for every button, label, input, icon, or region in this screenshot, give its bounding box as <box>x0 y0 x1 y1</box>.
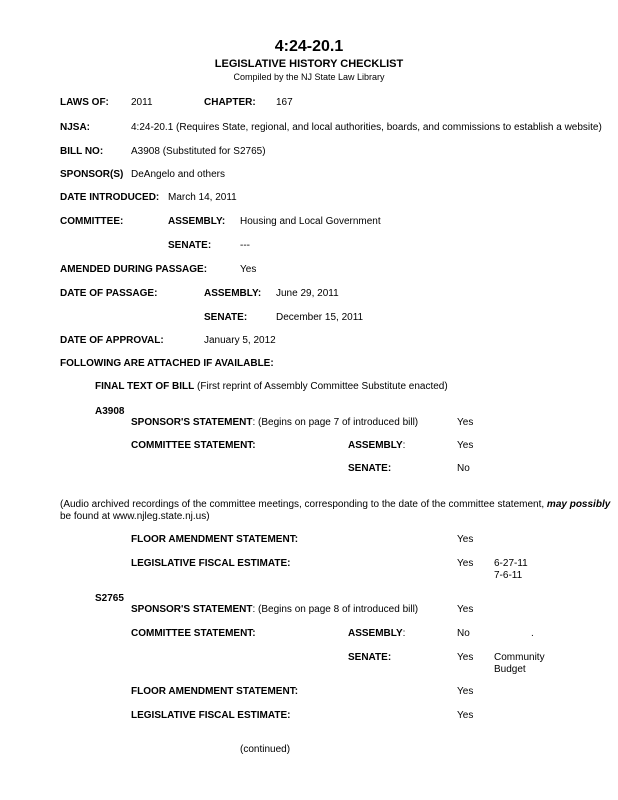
s2765-senate-value: Yes <box>457 652 474 663</box>
passage-senate-label: SENATE: <box>204 312 248 323</box>
committee-senate-value: --- <box>240 240 250 251</box>
date-introduced-label: DATE INTRODUCED: <box>60 192 160 203</box>
audio-note-emphasis: may possibly <box>546 499 611 510</box>
s2765-senate-label: SENATE: <box>348 652 392 663</box>
s2765-floor-value: Yes <box>457 686 474 697</box>
committee-senate-label: SENATE: <box>168 240 212 251</box>
committee-assembly-value: Housing and Local Government <box>240 216 381 227</box>
a3908-senate-label: SENATE: <box>348 463 392 474</box>
s2765-committee-label: COMMITTEE STATEMENT: <box>131 628 256 639</box>
s2765-fiscal-label: LEGISLATIVE FISCAL ESTIMATE: <box>131 710 291 721</box>
a3908-fiscal-value: Yes <box>457 558 474 569</box>
s2765-fiscal-value: Yes <box>457 710 474 721</box>
document-code: 4:24-20.1 <box>274 38 344 55</box>
date-of-approval-value: January 5, 2012 <box>204 335 276 346</box>
chapter-value: 167 <box>276 97 293 108</box>
date-introduced-value: March 14, 2011 <box>168 192 237 203</box>
final-text-label: FINAL TEXT OF BILL <box>95 381 195 392</box>
s2765-assembly-dot: . <box>531 628 534 639</box>
s2765-sponsor-line <box>131 604 418 616</box>
sponsors-value: DeAngelo and others <box>131 169 225 180</box>
a3908-fiscal-date-1: 6-27-11 <box>494 558 528 569</box>
bill-s2765-label: S2765 <box>95 593 124 604</box>
s2765-senate-committee-2: Budget <box>494 664 526 675</box>
document-subtitle: Compiled by the NJ State Law Library <box>233 72 385 82</box>
a3908-committee-label: COMMITTEE STATEMENT: <box>131 440 256 451</box>
audio-note-line2: be found at www.njleg.state.nj.us) <box>60 511 210 522</box>
s2765-sponsor-label: SPONSOR'S STATEMENT <box>131 604 253 615</box>
passage-assembly-value: June 29, 2011 <box>276 288 339 299</box>
bill-no-label: BILL NO: <box>60 146 104 157</box>
laws-of-year: 2011 <box>131 97 153 108</box>
attachments-heading: FOLLOWING ARE ATTACHED IF AVAILABLE: <box>60 358 274 369</box>
chapter-label: CHAPTER: <box>204 97 256 108</box>
njsa-value: 4:24-20.1 (Requires State, regional, and local authorities, boards, and commissions to establish a website) <box>131 122 602 133</box>
amended-label: AMENDED DURING PASSAGE: <box>60 264 208 275</box>
s2765-sponsor-note: : (Begins on page 8 of introduced bill) <box>252 604 419 615</box>
passage-assembly-label: ASSEMBLY: <box>204 288 262 299</box>
s2765-floor-label: FLOOR AMENDMENT STATEMENT: <box>131 686 299 697</box>
s2765-assembly-label: ASSEMBLY <box>348 628 403 639</box>
laws-of-label: LAWS OF: <box>60 97 109 108</box>
audio-note-text: (Audio archived recordings of the committee meetings, corresponding to the date of the committee statement, <box>60 499 547 510</box>
s2765-assembly-colon: : <box>402 628 406 639</box>
a3908-assembly-label: ASSEMBLY <box>348 440 403 451</box>
s2765-committee-assembly <box>348 628 405 640</box>
audio-note-line1 <box>60 499 610 511</box>
a3908-sponsor-line <box>131 417 418 429</box>
committee-assembly-label: ASSEMBLY: <box>168 216 226 227</box>
final-text-note: (First reprint of Assembly Committee Substitute enacted) <box>194 381 448 392</box>
committee-label: COMMITTEE: <box>60 216 124 227</box>
s2765-assembly-value: No <box>457 628 470 639</box>
njsa-label: NJSA: <box>60 122 91 133</box>
a3908-assembly-colon: : <box>402 440 406 451</box>
a3908-sponsor-label: SPONSOR'S STATEMENT <box>131 417 253 428</box>
a3908-sponsor-value: Yes <box>457 417 474 428</box>
a3908-fiscal-label: LEGISLATIVE FISCAL ESTIMATE: <box>131 558 291 569</box>
bill-a3908-label: A3908 <box>95 406 125 417</box>
continued-note: (continued) <box>240 744 291 755</box>
a3908-assembly-value: Yes <box>457 440 474 451</box>
sponsors-label: SPONSOR(S) <box>60 169 124 180</box>
final-text-line <box>95 381 448 393</box>
passage-senate-value: December 15, 2011 <box>276 312 364 323</box>
document-title: LEGISLATIVE HISTORY CHECKLIST <box>214 58 404 70</box>
bill-no-value: A3908 (Substituted for S2765) <box>131 146 266 157</box>
a3908-sponsor-note: : (Begins on page 7 of introduced bill) <box>252 417 419 428</box>
a3908-senate-value: No <box>457 463 470 474</box>
a3908-floor-label: FLOOR AMENDMENT STATEMENT: <box>131 534 299 545</box>
a3908-floor-value: Yes <box>457 534 474 545</box>
date-of-approval-label: DATE OF APPROVAL: <box>60 335 164 346</box>
amended-value: Yes <box>240 264 257 275</box>
a3908-fiscal-date-2: 7-6-11 <box>494 570 523 581</box>
s2765-sponsor-value: Yes <box>457 604 474 615</box>
date-of-passage-label: DATE OF PASSAGE: <box>60 288 158 299</box>
a3908-committee-assembly <box>348 440 405 452</box>
s2765-senate-committee-1: Community <box>494 652 545 663</box>
